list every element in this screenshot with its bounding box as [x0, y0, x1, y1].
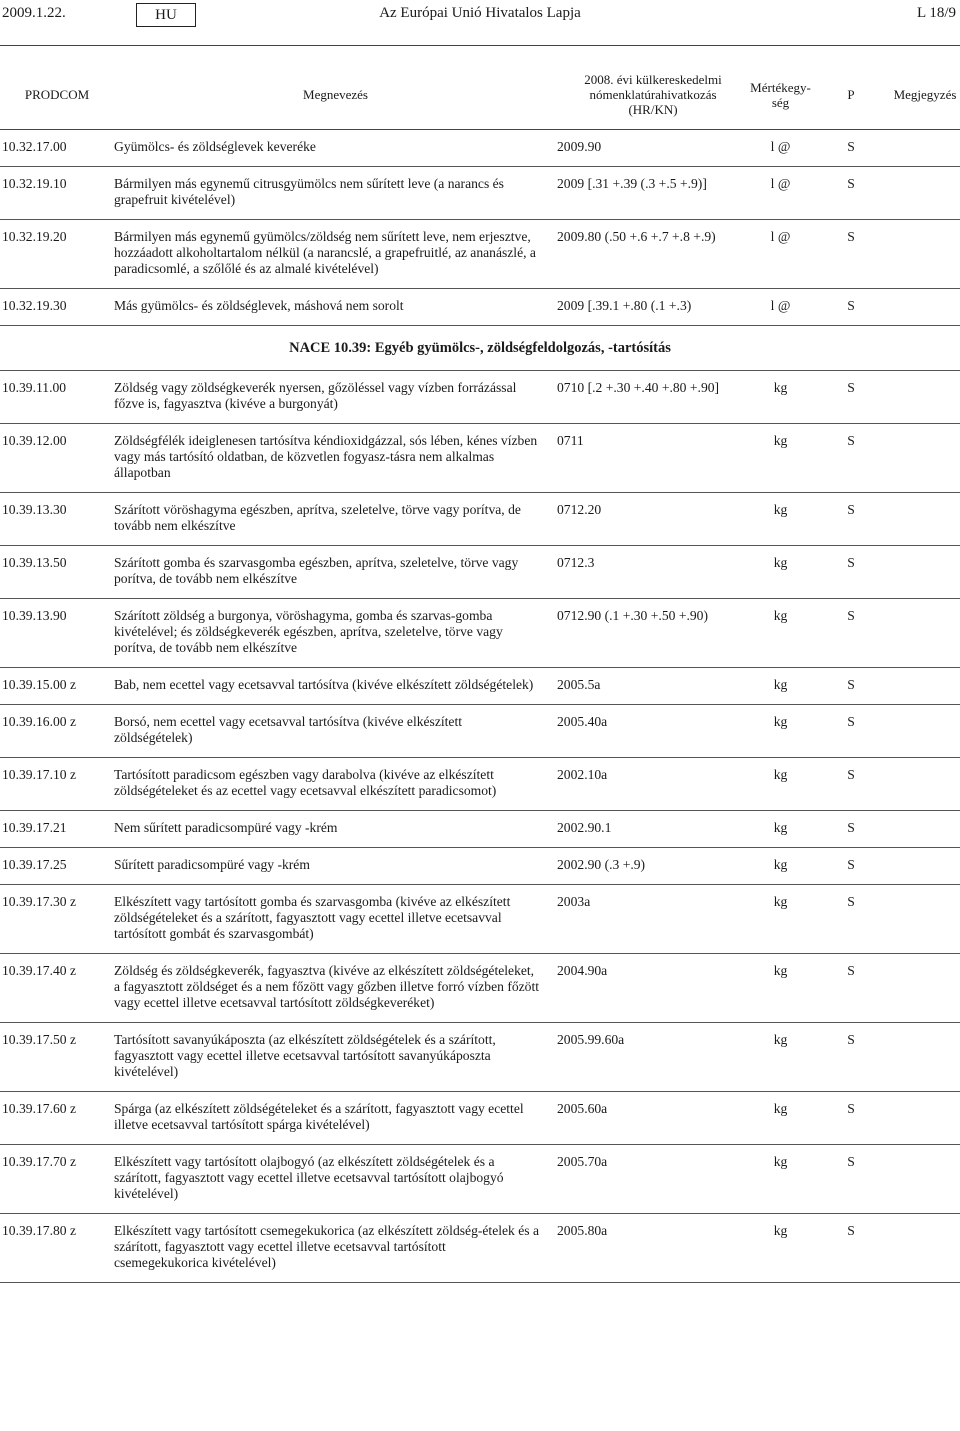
- col-header-ref: 2008. évi külkereskedelmi nómenklatúrahivatkozás (HR/KN): [557, 60, 749, 130]
- p-code: S: [812, 493, 890, 546]
- col-header-unit: Mértékegy-ség: [749, 60, 812, 130]
- col-header-note: Megjegyzés: [890, 60, 960, 130]
- product-name: Zöldség és zöldségkeverék, fagyasztva (kivéve az elkészített zöldségételeket, a fagyasztott zöldséget és a nem főzött vagy gőzben illetve forró vízben főzött vagy ecettel illetve ecetsavval tartósított zöldségkeveréket): [114, 954, 557, 1023]
- prodcom-code: 10.32.19.20: [0, 220, 114, 289]
- unit-of-measure: l @: [749, 167, 812, 220]
- table-body-nace-10-39: [0, 371, 960, 1283]
- hr-kn-reference: 2005.80a: [557, 1214, 749, 1283]
- unit-of-measure: kg: [749, 599, 812, 668]
- prodcom-code: 10.39.12.00: [0, 424, 114, 493]
- table-row: [0, 493, 960, 546]
- product-name: Zöldségfélék ideiglenesen tartósítva kéndioxidgázzal, sós lében, kénes vízben vagy más tartósító oldatban, de közvetlen fogyasz-tásra nem alkalmas állapotban: [114, 424, 557, 493]
- table-row: [0, 1145, 960, 1214]
- p-code: S: [812, 954, 890, 1023]
- table-row: [0, 599, 960, 668]
- remark: [890, 705, 960, 758]
- product-name: Elkészített vagy tartósított gomba és szarvasgomba (kivéve az elkészített zöldségételeket és a szárított, fagyasztott vagy ecettel illetve ecetsavval tartósított gombát és szarvasgombát): [114, 885, 557, 954]
- col-header-p: P: [812, 60, 890, 130]
- p-code: S: [812, 1023, 890, 1092]
- table-row: [0, 811, 960, 848]
- remark: [890, 885, 960, 954]
- table-row: [0, 167, 960, 220]
- p-code: S: [812, 167, 890, 220]
- prodcom-code: 10.32.17.00: [0, 130, 114, 167]
- publication-date: 2009.1.22.: [2, 5, 66, 21]
- page-header: [0, 5, 960, 27]
- hr-kn-reference: 0712.3: [557, 546, 749, 599]
- hr-kn-reference: 0712.90 (.1 +.30 +.50 +.90): [557, 599, 749, 668]
- p-code: S: [812, 371, 890, 424]
- prodcom-code: 10.39.16.00 z: [0, 705, 114, 758]
- table-row: [0, 1023, 960, 1092]
- hr-kn-reference: 2005.70a: [557, 1145, 749, 1214]
- product-name: Elkészített vagy tartósított olajbogyó (az elkészített zöldségételek és a szárított, fagyasztott vagy ecettel illetve ecetsavval tartósított olajbogyó kivételével): [114, 1145, 557, 1214]
- prodcom-code: 10.39.13.30: [0, 493, 114, 546]
- unit-of-measure: kg: [749, 424, 812, 493]
- hr-kn-reference: 2004.90a: [557, 954, 749, 1023]
- table-row: [0, 1092, 960, 1145]
- hr-kn-reference: 2009 [.31 +.39 (.3 +.5 +.9)]: [557, 167, 749, 220]
- p-code: S: [812, 130, 890, 167]
- product-name: Gyümölcs- és zöldséglevek keveréke: [114, 130, 557, 167]
- remark: [890, 599, 960, 668]
- prodcom-code: 10.39.17.30 z: [0, 885, 114, 954]
- unit-of-measure: kg: [749, 848, 812, 885]
- product-name: Tartósított savanyúkáposzta (az elkészített zöldségételek és a szárított, fagyasztott vagy ecettel illetve ecetsavval tartósított savanyúkáposzta kivételével): [114, 1023, 557, 1092]
- remark: [890, 848, 960, 885]
- product-name: Szárított gomba és szarvasgomba egészben, aprítva, szeletelve, törve vagy porítva, de tovább nem elkészítve: [114, 546, 557, 599]
- table-row: [0, 705, 960, 758]
- p-code: S: [812, 811, 890, 848]
- p-code: S: [812, 705, 890, 758]
- hr-kn-reference: 2003a: [557, 885, 749, 954]
- hr-kn-reference: 0712.20: [557, 493, 749, 546]
- prodcom-code: 10.32.19.30: [0, 289, 114, 326]
- prodcom-code: 10.39.17.50 z: [0, 1023, 114, 1092]
- table-row: [0, 758, 960, 811]
- p-code: S: [812, 220, 890, 289]
- unit-of-measure: kg: [749, 811, 812, 848]
- nace-heading-row: [0, 326, 960, 371]
- journal-title: Az Európai Unió Hivatalos Lapja: [379, 5, 581, 21]
- remark: [890, 811, 960, 848]
- prodcom-code: 10.39.17.40 z: [0, 954, 114, 1023]
- unit-of-measure: kg: [749, 493, 812, 546]
- product-name: Spárga (az elkészített zöldségételeket és a szárított, fagyasztott vagy ecettel illetve ecetsavval tartósított spárga kivételével): [114, 1092, 557, 1145]
- p-code: S: [812, 289, 890, 326]
- remark: [890, 758, 960, 811]
- table-row: [0, 848, 960, 885]
- unit-of-measure: kg: [749, 1023, 812, 1092]
- table-row: [0, 424, 960, 493]
- p-code: S: [812, 668, 890, 705]
- page-number: L 18/9: [916, 5, 956, 21]
- unit-of-measure: kg: [749, 546, 812, 599]
- language-code-box: HU: [136, 3, 196, 27]
- product-name: Borsó, nem ecettel vagy ecetsavval tartósítva (kivéve elkészített zöldségételek): [114, 705, 557, 758]
- unit-of-measure: kg: [749, 371, 812, 424]
- col-header-name: Megnevezés: [114, 60, 557, 130]
- remark: [890, 289, 960, 326]
- hr-kn-reference: 2009.90: [557, 130, 749, 167]
- p-code: S: [812, 758, 890, 811]
- unit-of-measure: kg: [749, 758, 812, 811]
- unit-of-measure: l @: [749, 130, 812, 167]
- hr-kn-reference: 2002.90.1: [557, 811, 749, 848]
- product-name: Bab, nem ecettel vagy ecetsavval tartósítva (kivéve elkészített zöldségételek): [114, 668, 557, 705]
- remark: [890, 220, 960, 289]
- hr-kn-reference: 0711: [557, 424, 749, 493]
- remark: [890, 493, 960, 546]
- hr-kn-reference: 2005.40a: [557, 705, 749, 758]
- hr-kn-reference: 2005.5a: [557, 668, 749, 705]
- hr-kn-reference: 2002.10a: [557, 758, 749, 811]
- remark: [890, 1145, 960, 1214]
- hr-kn-reference: 2009.80 (.50 +.6 +.7 +.8 +.9): [557, 220, 749, 289]
- product-name: Zöldség vagy zöldségkeverék nyersen, gőzöléssel vagy vízben forrázással főzve is, fagyasztva (kivéve a burgonyát): [114, 371, 557, 424]
- nace-heading: NACE 10.39: Egyéb gyümölcs-, zöldségfeldolgozás, -tartósítás: [0, 326, 960, 371]
- hr-kn-reference: 2005.99.60a: [557, 1023, 749, 1092]
- remark: [890, 954, 960, 1023]
- prodcom-code: 10.39.17.21: [0, 811, 114, 848]
- product-name: Bármilyen más egynemű gyümölcs/zöldség nem sűrített leve, nem erjesztve, hozzáadott alkoholtartalom nélkül (a narancslé, a grapefruitlé, az ananászlé, a paradicsomlé, a szőlőlé és az almalé kivételével): [114, 220, 557, 289]
- prodcom-code: 10.39.17.25: [0, 848, 114, 885]
- product-name: Tartósított paradicsom egészben vagy darabolva (kivéve az elkészített zöldségételeket és az ecettel vagy ecetsavval elkészített paradicsomot): [114, 758, 557, 811]
- prodcom-code: 10.39.15.00 z: [0, 668, 114, 705]
- table-row: [0, 954, 960, 1023]
- unit-of-measure: kg: [749, 954, 812, 1023]
- unit-of-measure: kg: [749, 1092, 812, 1145]
- remark: [890, 1092, 960, 1145]
- product-name: Szárított zöldség a burgonya, vöröshagyma, gomba és szarvas-gomba kivételével; és zöldségkeverék egészben, aprítva, szeletelve, törve vagy porítva, de tovább nem elkészítve: [114, 599, 557, 668]
- p-code: S: [812, 1092, 890, 1145]
- prodcom-code: 10.39.17.70 z: [0, 1145, 114, 1214]
- product-name: Bármilyen más egynemű citrusgyümölcs nem sűrített leve (a narancs és grapefruit kivételével): [114, 167, 557, 220]
- remark: [890, 1023, 960, 1092]
- p-code: S: [812, 885, 890, 954]
- unit-of-measure: l @: [749, 220, 812, 289]
- prodcom-code: 10.39.11.00: [0, 371, 114, 424]
- nace-section: [0, 326, 960, 371]
- col-header-prodcom: PRODCOM: [0, 60, 114, 130]
- product-name: Szárított vöröshagyma egészben, aprítva, szeletelve, törve vagy porítva, de tovább nem elkészítve: [114, 493, 557, 546]
- p-code: S: [812, 1214, 890, 1283]
- table-row: [0, 130, 960, 167]
- prodcom-code: 10.39.13.50: [0, 546, 114, 599]
- unit-of-measure: kg: [749, 1145, 812, 1214]
- remark: [890, 371, 960, 424]
- product-name: Sűrített paradicsompüré vagy -krém: [114, 848, 557, 885]
- remark: [890, 546, 960, 599]
- prodcom-table: [0, 60, 960, 1283]
- unit-of-measure: l @: [749, 289, 812, 326]
- unit-of-measure: kg: [749, 1214, 812, 1283]
- p-code: S: [812, 1145, 890, 1214]
- prodcom-code: 10.39.17.10 z: [0, 758, 114, 811]
- product-name: Más gyümölcs- és zöldséglevek, máshová nem sorolt: [114, 289, 557, 326]
- table-body-nace-10-32: [0, 130, 960, 326]
- p-code: S: [812, 424, 890, 493]
- prodcom-code: 10.39.17.60 z: [0, 1092, 114, 1145]
- hr-kn-reference: 2009 [.39.1 +.80 (.1 +.3): [557, 289, 749, 326]
- remark: [890, 130, 960, 167]
- product-name: Elkészített vagy tartósított csemegekukorica (az elkészített zöldség-ételek és a szárított, fagyasztott vagy ecettel illetve ecetsavval tartósított csemegekukorica kivételével): [114, 1214, 557, 1283]
- hr-kn-reference: 2005.60a: [557, 1092, 749, 1145]
- product-name: Nem sűrített paradicsompüré vagy -krém: [114, 811, 557, 848]
- remark: [890, 167, 960, 220]
- prodcom-code: 10.32.19.10: [0, 167, 114, 220]
- unit-of-measure: kg: [749, 668, 812, 705]
- p-code: S: [812, 546, 890, 599]
- p-code: S: [812, 848, 890, 885]
- table-row: [0, 885, 960, 954]
- prodcom-code: 10.39.17.80 z: [0, 1214, 114, 1283]
- remark: [890, 668, 960, 705]
- remark: [890, 424, 960, 493]
- table-header-row: [0, 60, 960, 130]
- unit-of-measure: kg: [749, 705, 812, 758]
- header-rule: [0, 45, 960, 46]
- table-row: [0, 546, 960, 599]
- table-row: [0, 668, 960, 705]
- unit-of-measure: kg: [749, 885, 812, 954]
- hr-kn-reference: 0710 [.2 +.30 +.40 +.80 +.90]: [557, 371, 749, 424]
- p-code: S: [812, 599, 890, 668]
- table-row: [0, 289, 960, 326]
- prodcom-code: 10.39.13.90: [0, 599, 114, 668]
- hr-kn-reference: 2002.90 (.3 +.9): [557, 848, 749, 885]
- table-row: [0, 371, 960, 424]
- table-row: [0, 1214, 960, 1283]
- remark: [890, 1214, 960, 1283]
- table-row: [0, 220, 960, 289]
